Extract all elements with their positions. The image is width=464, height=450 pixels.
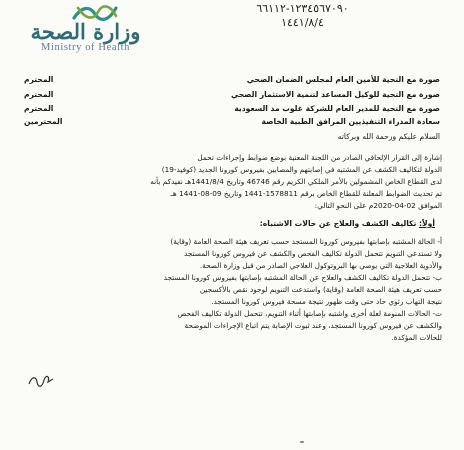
greeting: السلام عليكم ورحمة الله وبركاته	[337, 132, 440, 141]
logo-english-text: Ministry of Health	[41, 42, 130, 53]
intro-paragraph	[20, 152, 442, 212]
item-line: نتيجة التهاب رئوي حاد حتى وقت ظهور نتيجة مسحة فيروس كورونا المستجد.	[211, 297, 442, 306]
item-line: ت- الحالات المنومة لعلة أخرى واشتبه بإصابتها أثناء التنويم، تتحمل الدولة تكاليف الفحص	[177, 309, 442, 318]
item-line: والأدوية العلاجية التي يوصي بها البروتوكول العلاجي الصادر من قبل وزارة الصحة.	[199, 261, 442, 270]
section-one-title: تكاليف الكشف والعلاج عن حالات الاشتباه:	[259, 219, 417, 228]
item-line: والكشف عن فيروس كورونا المستجد، وعند ثبوت الإصابة يتم اتباع الإجراءات الموضحة	[184, 321, 442, 330]
reference-date: ١٤٤١/٨/٤	[281, 16, 324, 29]
cc-title-3: المحترم	[24, 104, 54, 113]
signature-mark	[26, 370, 56, 392]
intro-line: إشارة إلى القرار الإلحاقي الصادر من اللجنة المعنية بوضع ضوابط وإجراءات تحمل	[197, 153, 442, 162]
section-one-heading	[40, 218, 435, 229]
section-one-items	[20, 236, 442, 344]
item-line: للحالات المؤكدة.	[391, 333, 442, 342]
cc-line-4: سعادة المدراء التنفيذيين المرافق الطبية الخاصة	[261, 117, 440, 126]
intro-line: الموافق 02-04-2020م على النحو التالي:	[314, 201, 442, 210]
reference-number: ١٢٣٤٥٦٧٠٩٠-٦٦١١٢	[256, 2, 349, 15]
ministry-logo	[10, 2, 150, 54]
cc-line-3: صورة مع التحية للمدير العام للشركة غلوب مد السعودية	[234, 104, 440, 113]
intro-line: لدى القطاع الخاص المشمولين بالأمر الملكي الكريم رقم 46746 وتاريخ 1441/8/4هـ نفيدكم بأنه	[150, 177, 442, 186]
intro-line: الدولة لتكاليف الكشف عن المشتبه في إصابتهم والمصابين بفيروس كورونا الجديد (كوفيد-19)	[161, 165, 442, 174]
logo-arabic-text: وزارة الصحة	[30, 19, 141, 44]
page-mark	[300, 441, 304, 443]
cc-title-1: المحترم	[24, 75, 54, 84]
cc-line-2: صورة مع التحية للوكيل المساعد لتنمية الاستثمار الصحي	[231, 90, 440, 99]
section-one-number: أولاً:	[418, 219, 435, 228]
item-line: أ- الحالة المشتبه بإصابتها بفيروس كورونا المستجد حسب تعريف هيئة الصحة العامة (وقاية)	[170, 237, 442, 246]
item-line: حسب تعريف هيئة الصحة العامة (وقاية) واستدعت التنويم لوجود نقص بالأكسجين	[199, 285, 442, 294]
item-line: ولا تستدعي التنويم تتحمل الدولة تكاليف الفحص والكشف عن فيروس كورونا المستجد	[184, 249, 442, 258]
cc-line-1: صورة مع التحية للأمين العام لمجلس الضمان الصحي	[246, 75, 440, 84]
intro-line: تم تحديث الضوابط المعلنة للقطاع الخاص برقم 1578811-1441 وتاريخ 09-08-1441 هـ	[170, 189, 442, 198]
item-line: ب- تتحمل الدولة تكاليف الكشف والعلاج عن الحالة المشتبه بإصابتها بفيروس كورونا المستجد	[163, 273, 442, 282]
cc-title-4: المحترمين	[24, 117, 63, 126]
cc-title-2: المحترم	[24, 90, 54, 99]
reference-block	[205, 2, 400, 32]
